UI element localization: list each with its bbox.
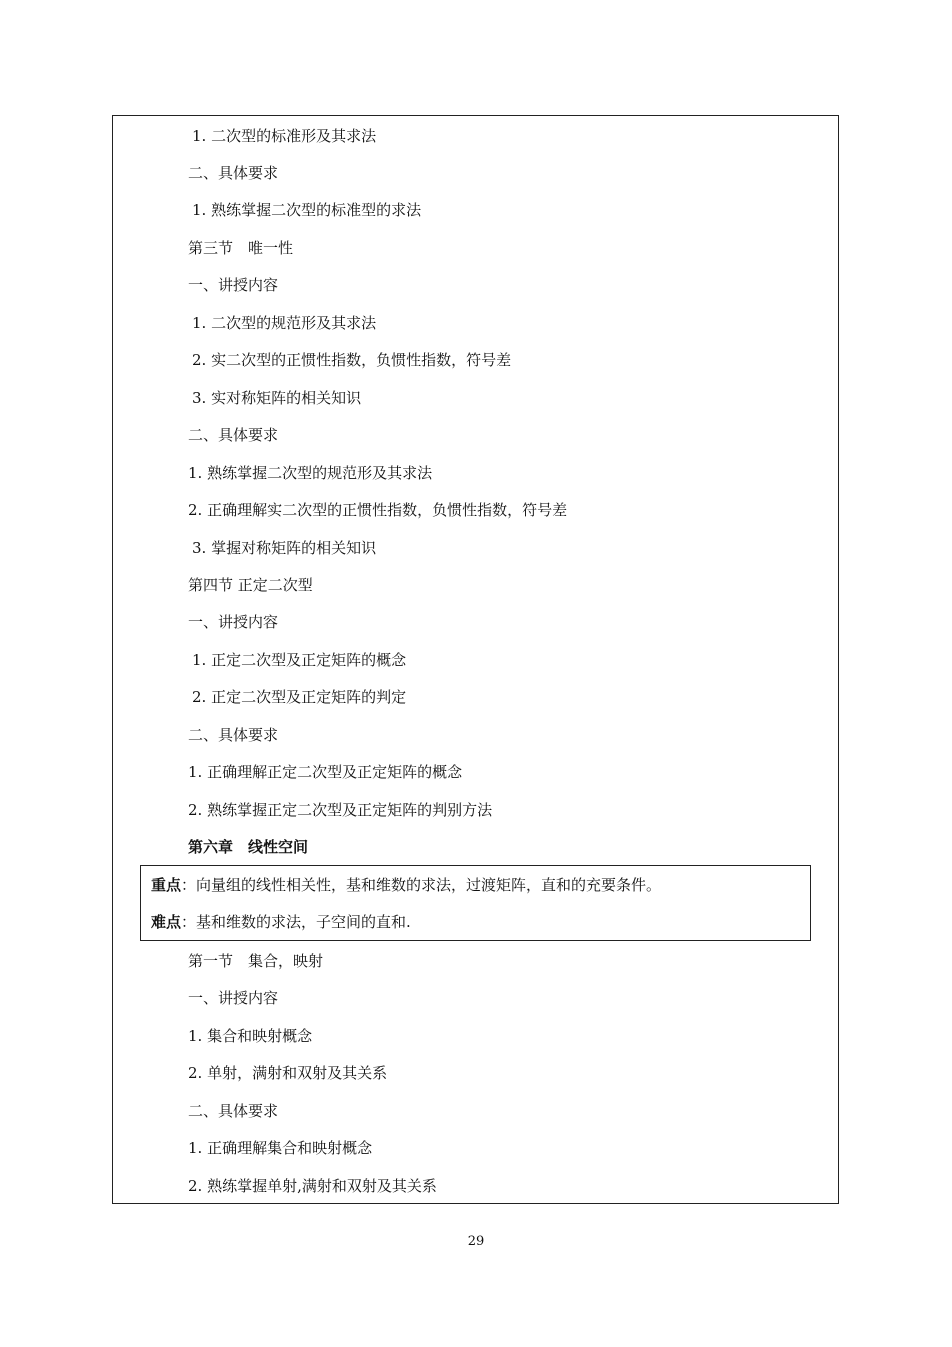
text-line: 二、具体要求	[188, 1102, 279, 1120]
text-line: 2. 正确理解实二次型的正惯性指数，负惯性指数，符号差	[188, 501, 568, 519]
text-line: 1. 正确理解集合和映射概念	[188, 1139, 373, 1157]
key-points-box	[140, 865, 811, 941]
key-points-text: ：向量组的线性相关性，基和维数的求法，过渡矩阵，直和的充要条件。	[181, 876, 662, 894]
text-line: 1. 正定二次型及正定矩阵的概念	[192, 651, 407, 669]
difficulties-label: 难点	[151, 913, 182, 931]
text-line: 1. 熟练掌握二次型的规范形及其求法	[188, 464, 433, 482]
text-line: 1. 熟练掌握二次型的标准型的求法	[192, 201, 422, 219]
key-points-label: 重点	[151, 876, 182, 894]
chapter-heading: 第六章 线性空间	[188, 838, 309, 856]
difficulties-line	[151, 912, 411, 932]
text-line: 1. 二次型的标准形及其求法	[192, 127, 377, 145]
text-line: 一、讲授内容	[188, 613, 279, 631]
section-title: 第三节 唯一性	[188, 239, 294, 257]
text-line: 二、具体要求	[188, 164, 279, 182]
section-title: 第四节 正定二次型	[188, 576, 313, 594]
text-line: 1. 二次型的规范形及其求法	[192, 314, 377, 332]
text-line: 3. 掌握对称矩阵的相关知识	[192, 539, 377, 557]
key-points-line	[151, 875, 661, 895]
text-line: 一、讲授内容	[188, 989, 279, 1007]
text-line: 二、具体要求	[188, 426, 279, 444]
text-line: 2. 实二次型的正惯性指数，负惯性指数，符号差	[192, 351, 512, 369]
text-line: 二、具体要求	[188, 726, 279, 744]
section-title: 第一节 集合，映射	[188, 952, 324, 970]
text-line: 2. 熟练掌握正定二次型及正定矩阵的判别方法	[188, 801, 493, 819]
text-line: 一、讲授内容	[188, 276, 279, 294]
text-line: 2. 单射，满射和双射及其关系	[188, 1064, 388, 1082]
text-line: 1. 正确理解正定二次型及正定矩阵的概念	[188, 763, 463, 781]
page-number: 29	[467, 1234, 485, 1249]
difficulties-text: ：基和维数的求法，子空间的直和.	[181, 913, 411, 931]
text-line: 3. 实对称矩阵的相关知识	[192, 389, 362, 407]
text-line: 2. 熟练掌握单射,满射和双射及其关系	[188, 1177, 437, 1195]
text-line: 1. 集合和映射概念	[188, 1027, 313, 1045]
text-line: 2. 正定二次型及正定矩阵的判定	[192, 688, 407, 706]
